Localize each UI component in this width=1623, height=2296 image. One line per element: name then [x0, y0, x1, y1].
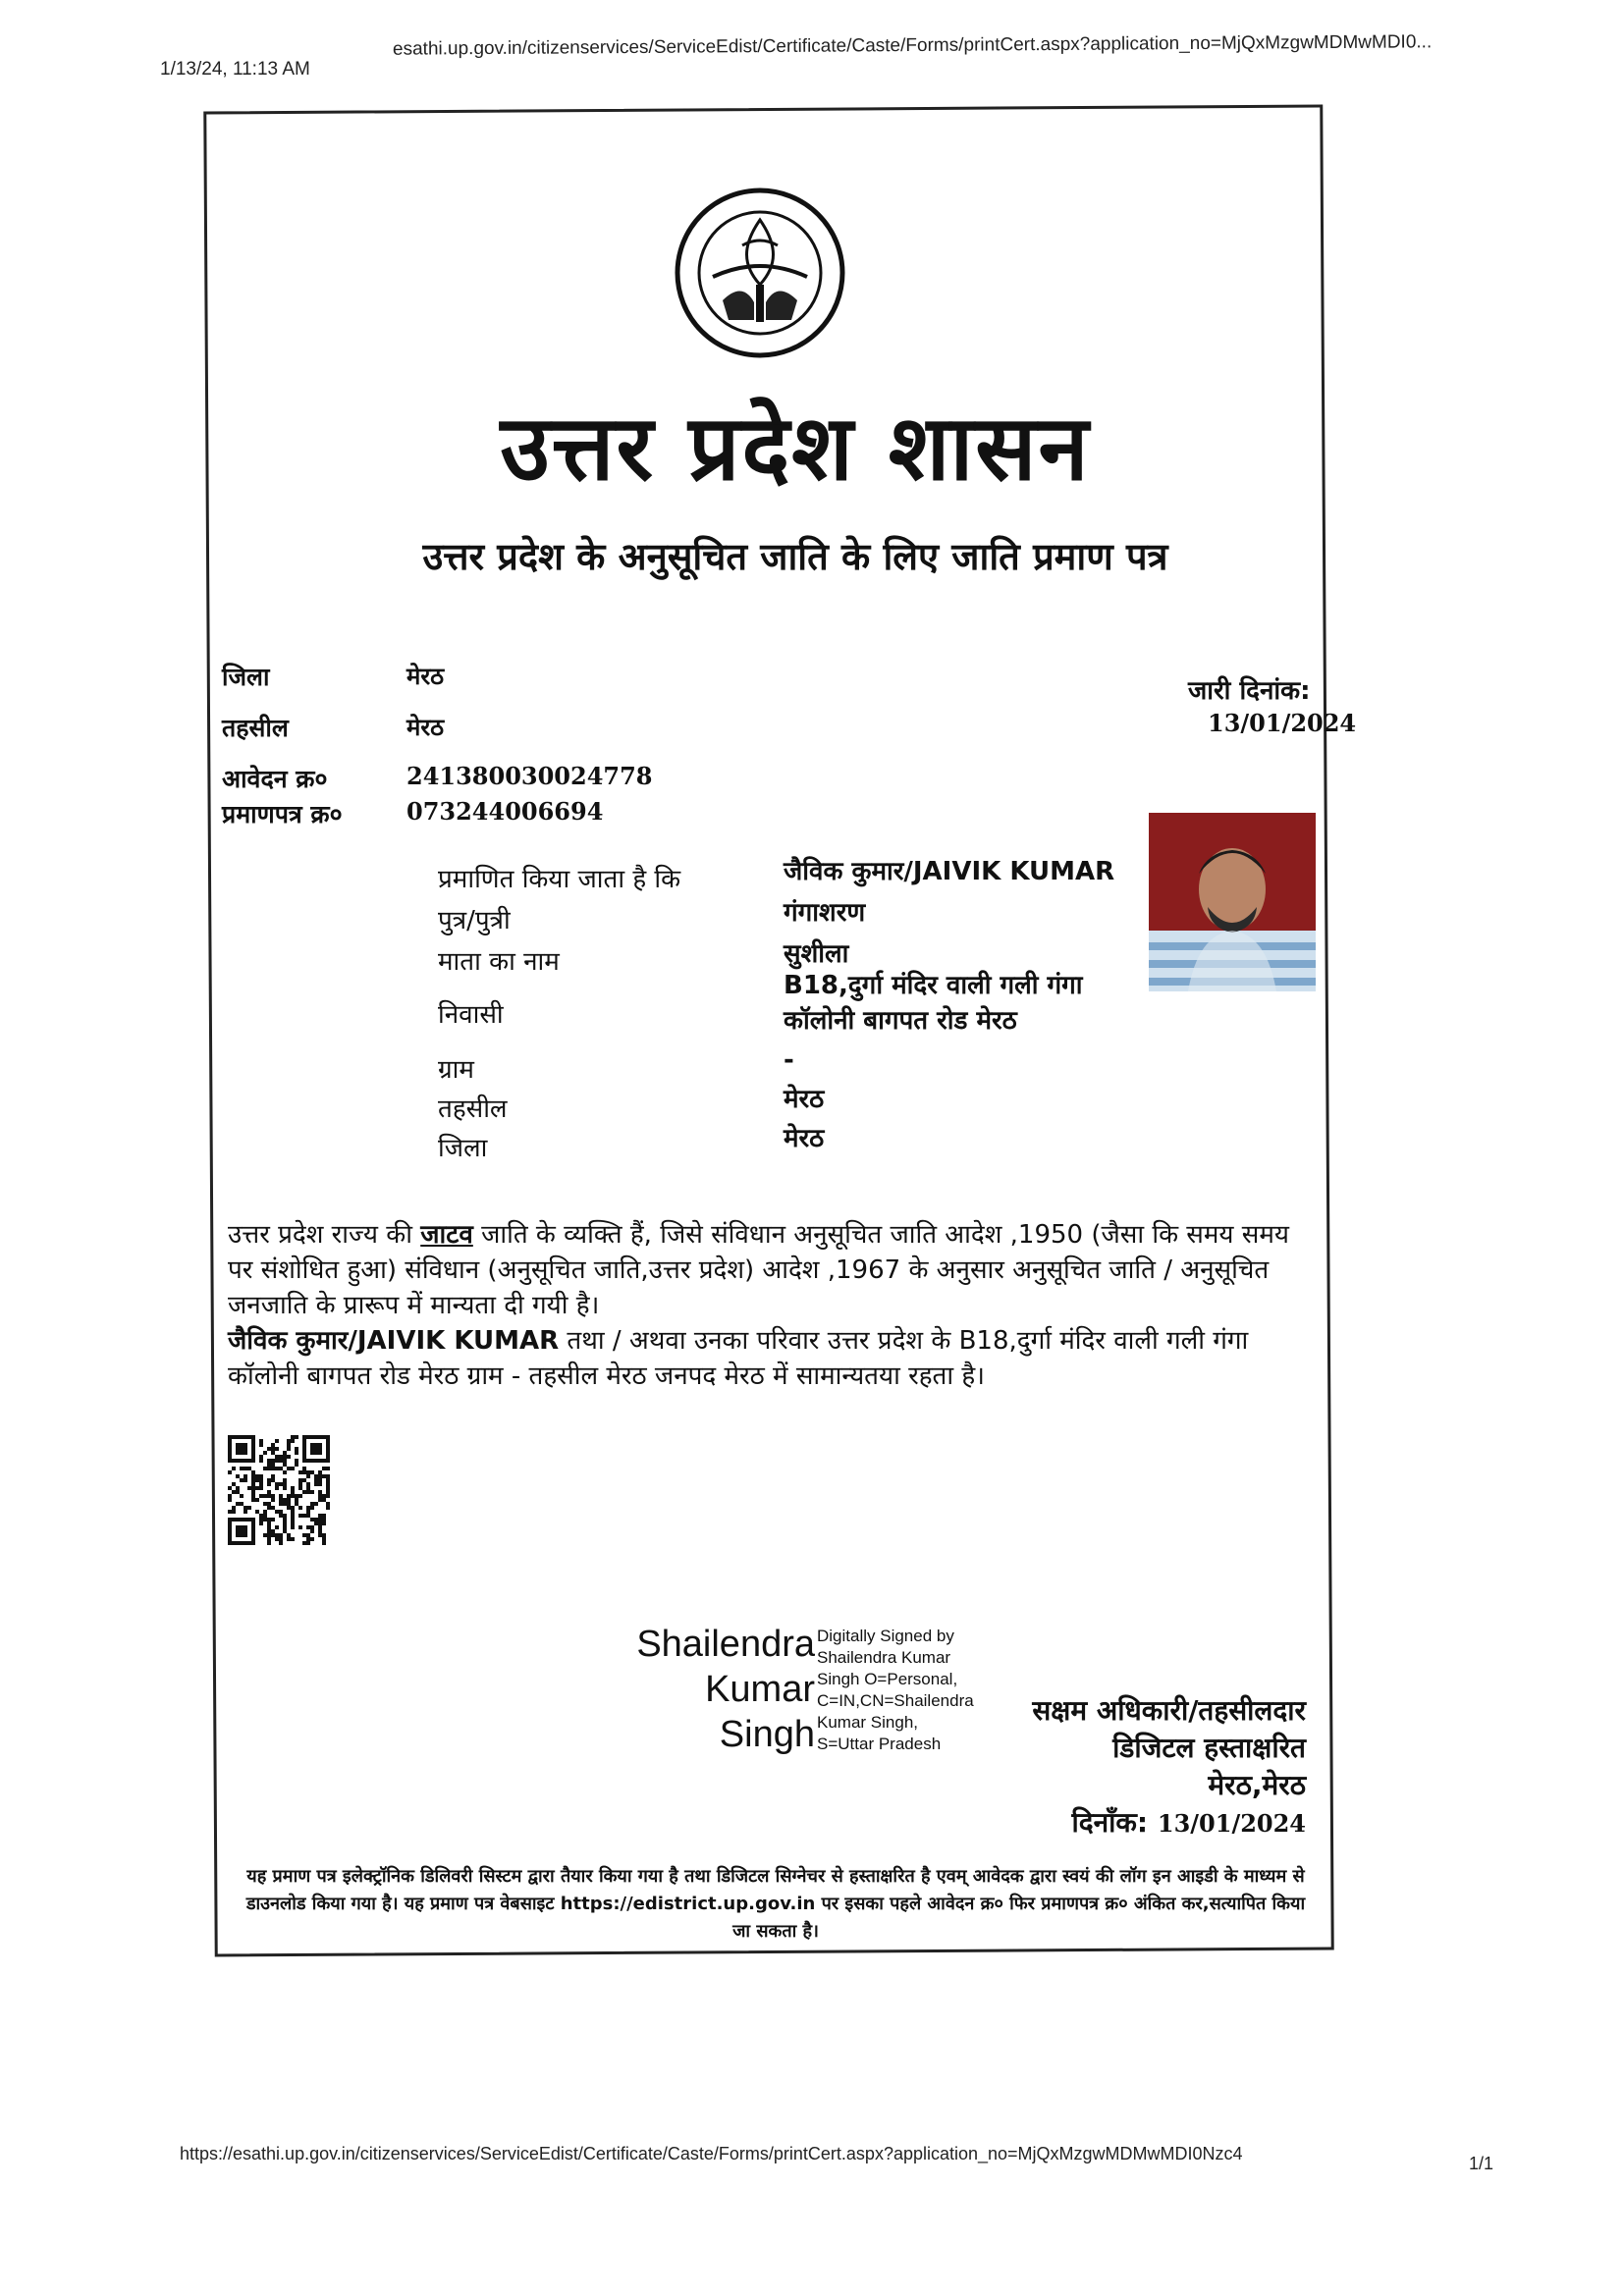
signature-detail-line: Digitally Signed by — [817, 1627, 954, 1645]
signature-details — [817, 1626, 974, 1755]
authority-digital-signed: डिजिटल हस्ताक्षरित — [1112, 1732, 1306, 1764]
print-page-number: 1/1 — [1469, 2154, 1494, 2173]
detail-tehsil-label: तहसील — [438, 1095, 508, 1124]
residence-label: निवासी — [438, 1000, 504, 1030]
certificate-body — [228, 1217, 1318, 1394]
body-text-part1: उत्तर प्रदेश राज्य की — [228, 1220, 421, 1250]
print-url-footer: https://esathi.up.gov.in/citizenservices/ServiceEdist/Certificate/Caste/Forms/printCert.aspx?application_no=MjQxMzgwMDMwMDI0Nzc4 — [180, 2144, 1243, 2163]
signature-detail-line: S=Uttar Pradesh — [817, 1735, 942, 1753]
caste-name: जाटव — [420, 1220, 473, 1250]
authority-block — [992, 1692, 1306, 1842]
signature-name-line-1: Shailendra — [636, 1624, 815, 1665]
body-residence-text: तथा / अथवा उनका परिवार उत्तर प्रदेश के B18,दुर्गा मंदिर वाली गली गंगा कॉलोनी बागपत रोड मेरठ ग्राम - तहसील मेरठ जनपद मेरठ में सामान्यतया रहता है। — [228, 1326, 1249, 1391]
authority-location: मेरठ,मेरठ — [1208, 1769, 1306, 1801]
authority-date-label: दिनाँक: — [1071, 1806, 1149, 1839]
issue-date-label: जारी दिनांक: — [1188, 676, 1311, 706]
signature-name-line-2: Kumar — [705, 1669, 815, 1710]
signature-detail-line: Kumar Singh, — [817, 1713, 918, 1732]
village-label: ग्राम — [438, 1055, 474, 1085]
application-no-value: 241380030024778 — [406, 762, 653, 790]
certificate-no-value: 073244006694 — [406, 797, 604, 826]
signature-name-line-3: Singh — [719, 1714, 815, 1755]
qr-code-icon — [228, 1435, 330, 1545]
issue-date-value: 13/01/2024 — [1208, 709, 1357, 737]
parent-label: पुत्र/पुत्री — [438, 906, 511, 935]
authority-title: सक्षम अधिकारी/तहसीलदार — [1032, 1694, 1306, 1727]
application-no-label: आवेदन क्र० — [222, 765, 328, 793]
signature-name — [628, 1622, 815, 1757]
district-label: जिला — [222, 663, 270, 691]
certificate-no-label: प्रमाणपत्र क्र० — [222, 800, 343, 828]
govt-title: उत्तर प्रदेश शासन — [500, 396, 1091, 501]
father-name: गंगाशरण — [784, 898, 866, 928]
tehsil-label: तहसील — [222, 714, 289, 742]
up-state-emblem-icon — [674, 187, 846, 359]
residence-address: B18,दुर्गा मंदिर वाली गली गंगा कॉलोनी बागपत रोड मेरठ — [784, 971, 1083, 1036]
village-value: - — [784, 1045, 794, 1075]
mother-name: सुशीला — [784, 939, 849, 969]
detail-tehsil-value: मेरठ — [784, 1085, 825, 1114]
print-url-header: esathi.up.gov.in/citizenservices/ServiceEdist/Certificate/Caste/Forms/printCert.aspx?application_no=MjQxMzgwMDMwMDI0... — [392, 31, 1433, 60]
mother-label: माता का नाम — [438, 947, 560, 977]
verification-note: यह प्रमाण पत्र इलेक्ट्रॉनिक डिलिवरी सिस्टम द्वारा तैयार किया गया है तथा डिजिटल सिग्नेचर से हस्ताक्षरित है एवम् आवेदक द्वारा स्वयं की लॉग इन आइडी के माध्यम से डाउनलोड किया गया है। यह प्रमाण पत्र वेबसाइट https://edistrict.up.gov.in पर इसका पहले आवेदन क्र० फिर प्रमाणपत्र क्र० अंकित कर,सत्यापित किया जा सकता है। — [245, 1866, 1306, 1942]
print-datetime: 1/13/24, 11:13 AM — [160, 59, 310, 80]
authority-date-value: 13/01/2024 — [1157, 1809, 1306, 1838]
holder-name: जैविक कुमार/JAIVIK KUMAR — [784, 857, 1115, 886]
certificate-subtitle: उत्तर प्रदेश के अनुसूचित जाति के लिए जाति प्रमाण पत्र — [422, 535, 1168, 578]
body-holder-name: जैविक कुमार/JAIVIK KUMAR — [228, 1326, 560, 1356]
detail-district-label: जिला — [438, 1134, 488, 1163]
authority-date — [992, 1804, 1306, 1842]
tehsil-value: मेरठ — [406, 714, 445, 741]
detail-district-value: मेरठ — [784, 1124, 825, 1153]
signature-detail-line: C=IN,CN=Shailendra — [817, 1691, 974, 1710]
applicant-photo — [1149, 813, 1316, 991]
signature-detail-line: Shailendra Kumar — [817, 1648, 951, 1667]
signature-detail-line: Singh O=Personal, — [817, 1670, 958, 1688]
district-value: मेरठ — [406, 663, 445, 690]
certified-label: प्रमाणित किया जाता है कि — [438, 865, 681, 894]
body-text-part2: जाति के व्यक्ति हैं, जिसे संविधान अनुसूचित जाति आदेश ,1950 (जैसा कि समय समय पर संशोधित हुआ) संविधान (अनुसूचित जाति,उत्तर प्रदेश) आदेश ,1967 के अनुसार अनुसूचित जाति / अनुसूचित जनजाति के प्रारूप में मान्यता दी गयी है। — [228, 1220, 1289, 1320]
